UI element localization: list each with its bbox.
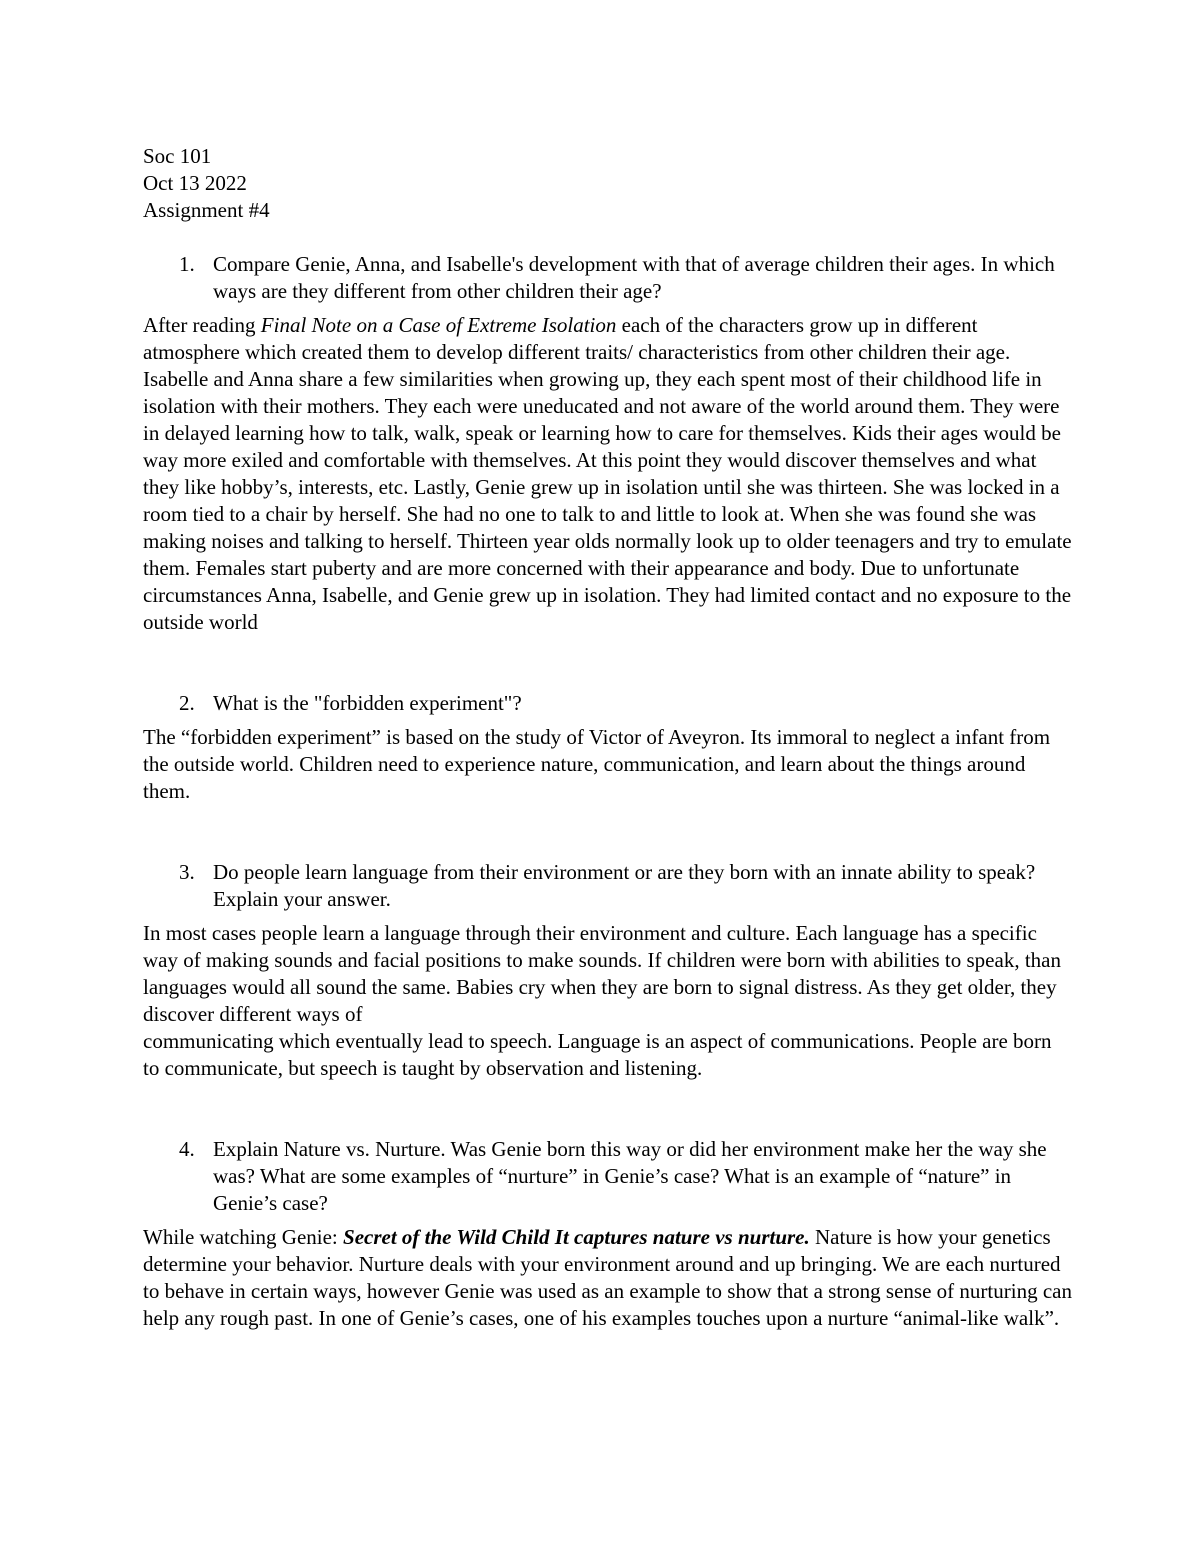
document-body	[143, 143, 1073, 1332]
assignment-date: Oct 13 2022	[143, 171, 247, 195]
documentary-title: Secret of the Wild Child It captures nature vs nurture.	[343, 1225, 810, 1249]
answer-text: The “forbidden experiment” is based on the study of Victor of Aveyron. Its immoral to neglect a infant from the outside world. Children need to experience nature, communication, and learn about the things around them.	[143, 725, 1051, 803]
question-3	[143, 859, 1073, 913]
spacer	[143, 636, 1073, 663]
answer-3	[143, 920, 1073, 1082]
question-4	[143, 1136, 1073, 1217]
answer-text: In most cases people learn a language through their environment and culture. Each language has a specific way of making sounds and facial positions to make sounds. If children were born with abilities to speak, than languages would all sound the same. Babies cry when they are born to signal distress. As they get older, they discover different ways of	[143, 921, 1061, 1026]
spacer	[143, 805, 1073, 832]
question-text: What is the "forbidden experiment"?	[213, 691, 522, 715]
question-text: Do people learn language from their environment or are they born with an innate ability to speak? Explain your answer.	[213, 860, 1036, 911]
answer-text: After reading	[143, 313, 261, 337]
spacer	[143, 1082, 1073, 1109]
answer-2	[143, 724, 1073, 805]
answer-text: Nature is how your genetics determine your behavior. Nurture deals with your environment around and up bringing. We are each nurtured to behave in certain ways, however Genie was used as an example to show that a strong sense of nurturing can help any rough past. In one of Genie’s cases, one of his examples touches upon a nurture “animal-like walk”.	[143, 1225, 1072, 1330]
question-text: Explain Nature vs. Nurture. Was Genie born this way or did her environment make her the way she was? What are some examples of “nurture” in Genie’s case? What is an example of “nature” in Genie’s case?	[213, 1137, 1047, 1215]
question-text: Compare Genie, Anna, and Isabelle's development with that of average children their ages. In which ways are they different from other children their age?	[213, 252, 1055, 303]
question-2	[143, 690, 1073, 717]
question-number: 2.	[179, 691, 195, 715]
answer-text: each of the characters grow up in different atmosphere which created them to develop different traits/ characteristics from other children their age. Isabelle and Anna share a few similarities when growing up, they each spent most of their childhood life in isolation with their mothers. They each were uneducated and not aware of the world around them. They were in delayed learning how to talk, walk, speak or learning how to care for themselves. Kids their ages would be way more exiled and comfortable with themselves. At this point they would discover themselves and what they like hobby’s, interests, etc. Lastly, Genie grew up in isolation until she was thirteen. She was locked in a room tied to a chair by herself. She had no one to talk to and little to look at. When she was found she was making noises and talking to herself. Thirteen year olds normally look up to older teenagers and try to emulate them. Females start puberty and are more concerned with their appearance and body. Due to unfortunate circumstances Anna, Isabelle, and Genie grew up in isolation. They had limited contact and no exposure to the outside world	[143, 313, 1072, 634]
reading-title: Final Note on a Case of Extreme Isolation	[260, 313, 617, 337]
question-number: 4.	[179, 1137, 195, 1161]
answer-4	[143, 1224, 1073, 1332]
answer-1	[143, 312, 1073, 636]
course-name: Soc 101	[143, 144, 212, 168]
answer-text: While watching Genie:	[143, 1225, 344, 1249]
question-number: 3.	[179, 860, 195, 884]
assignment-title: Assignment #4	[143, 198, 270, 222]
question-1	[143, 251, 1073, 305]
answer-text: communicating which eventually lead to speech. Language is an aspect of communications. People are born to communicate, but speech is taught by observation and listening.	[143, 1029, 1052, 1080]
question-number: 1.	[179, 252, 195, 276]
